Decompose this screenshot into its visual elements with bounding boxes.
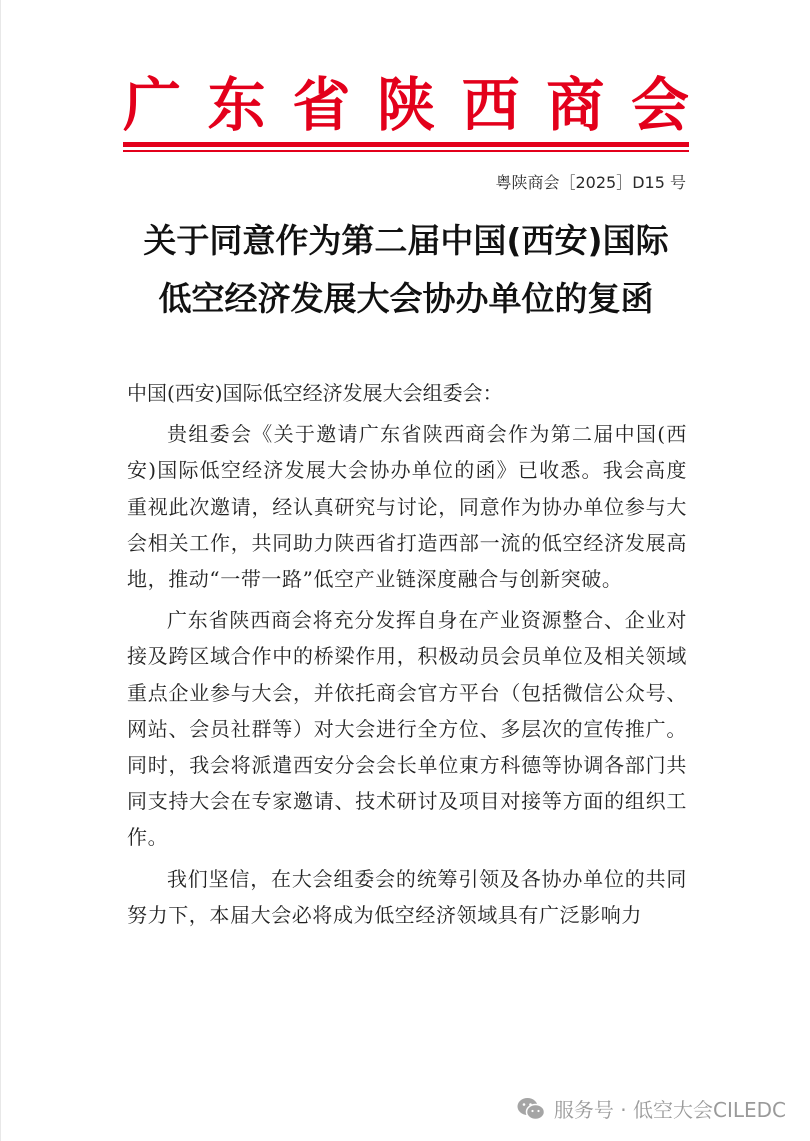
letterhead-rule-thick bbox=[123, 142, 689, 147]
letterhead-char: 陕 bbox=[376, 71, 435, 139]
letterhead-char: 省 bbox=[292, 71, 351, 139]
body-paragraph: 贵组委会《关于邀请广东省陕西商会作为第二届中国(西安)国际低空经济发展大会协办单位的函》已收悉。我会高度重视此次邀请，经认真研究与讨论，同意作为协办单位参与大会相关工作，共同助力陕西省打造西部一流的低空经济发展高地，推动“一带一路”低空产业链深度融合与创新突破。 bbox=[127, 422, 687, 592]
letterhead-char: 商 bbox=[546, 71, 605, 139]
wechat-icon bbox=[516, 1096, 546, 1122]
watermark-text: 服务号 · 低空大会CILEDC bbox=[553, 1098, 786, 1122]
document-title bbox=[101, 212, 711, 328]
letterhead bbox=[123, 70, 689, 140]
letterhead-char: 广 bbox=[123, 71, 182, 139]
letterhead-char: 西 bbox=[461, 71, 520, 139]
title-line: 低空经济发展大会协办单位的复函 bbox=[158, 279, 654, 318]
title-line: 关于同意作为第二届中国(西安)国际 bbox=[143, 221, 669, 260]
body-paragraph: 广东省陕西商会将充分发挥自身在产业资源整合、企业对接及跨区域合作中的桥梁作用，积极动员会员单位及相关领域重点企业参与大会，并依托商会官方平台（包括微信公众号、网站、会员社群等）对大会进行全方位、多层次的宣传推广。同时，我会将派遣西安分会会长单位東方科德等协调各部门共同支持大会在专家邀请、技术研讨及项目对接等方面的组织工作。 bbox=[127, 608, 687, 850]
body-paragraph: 我们坚信，在大会组委会的统筹引领及各协办单位的共同努力下，本届大会必将成为低空经济领域具有广泛影响力 bbox=[127, 866, 687, 927]
document-number: 粤陕商会［2025］D15 号 bbox=[495, 173, 686, 192]
wechat-watermark bbox=[516, 1094, 786, 1123]
salutation: 中国(西安)国际低空经济发展大会组委会： bbox=[127, 381, 503, 405]
letterhead-rule-thin bbox=[123, 150, 689, 152]
letterhead-char: 会 bbox=[630, 71, 689, 139]
document-body bbox=[127, 375, 687, 938]
letterhead-char: 东 bbox=[207, 71, 266, 139]
